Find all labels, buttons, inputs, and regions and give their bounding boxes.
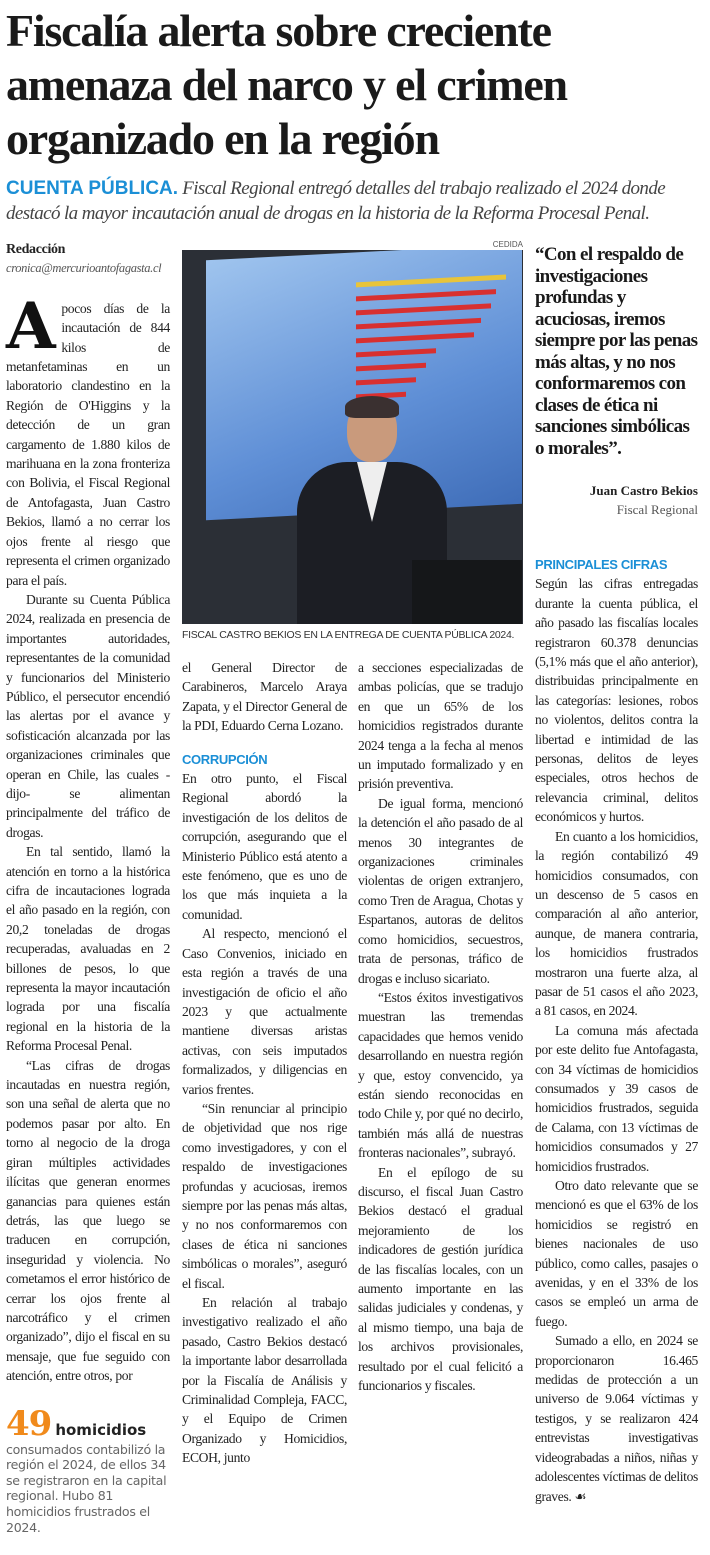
pull-quote-attribution <box>535 481 698 519</box>
photo-credit: CEDIDA <box>492 240 523 249</box>
paragraph: En otro punto, el Fiscal Regional abordó la investigación de los delitos de corrupción, asegurando que el Ministerio Público está atento a este fenómeno, que es uno de los que más inquieta a la comunidad. <box>182 771 347 922</box>
paragraph: De igual forma, mencionó la detención el año pasado de al menos 30 integrantes de organizaciones criminales violentas de origen extranjero, como Tren de Aragua, Chotas y Espartanos, autoras de delitos como homicidios, secuestros, trata de personas, tráfico de drogas e incluso sicariato. <box>358 795 523 986</box>
paragraph: el General Director de Carabineros, Marcelo Araya Zapata, y el Director General de la PDI, Eduardo Cerna Lozano. <box>182 660 347 734</box>
article-body <box>6 240 704 1535</box>
paragraph: En cuanto a los homicidios, la región contabilizó 49 homicidios consumados, con un descenso de 5 casos en comparación al año anterior, aunque, de manera contraria, los homicidios frustrados mostraron una fuerte alza, al pasar de 51 casos el año 2023, a 81 casos, en 2024. <box>535 828 698 1019</box>
stat-number: 49 <box>6 1403 52 1444</box>
column-3 <box>358 658 523 1468</box>
paragraph: Otro dato relevante que se mencionó es que el 63% de los homicidios se registró en bienes nacionales de uso público, como calles, pasajes o avenidas, y en el 33% de los casos se empleó un arma de fuego. <box>535 1178 698 1329</box>
paragraph: Según las cifras entregadas durante la cuenta pública, el año pasado las fiscalías locales registraron 60.378 denuncias (5,1% más que el año anterior), distribuidas principalmente en las categorías: lesiones, robos no violentos, delitos contra la libertad e intimidad de las personas, delitos de leyes especiales, otros hechos de relevancia criminal, delitos económicos y hurtos. <box>535 576 698 825</box>
paragraph: En tal sentido, llamó la atención en torno a la histórica cifra de incautaciones lograda el año pasado en la región, con 20,2 toneladas de drogas recuperadas, avaluadas en 2 billones de pesos, lo que representa la mayor incautación lograda por una fiscalía regional en la historia de la Reforma Procesal Penal. <box>6 844 170 1054</box>
stat-text: consumados contabilizó la región el 2024, de ellos 34 se registraron en la capital regional. Hubo 81 homicidios frustrados el 2024. <box>6 1441 167 1535</box>
paragraph: “Estos éxitos investigativos muestran las tremendas capacidades que hemos venido desarrollando en nuestra región y que, estoy convencido, ya están siendo reconocidas en todo Chile y, por qué no decirlo, también más allá de nuestras fronteras nacionales”, subrayó. <box>358 989 523 1161</box>
paragraph: Sumado a ello, en 2024 se proporcionaron 16.465 medidas de protección a un universo de 9.064 víctimas y testigos, y se realizaron 424 entrevistas investigativas videograbadas a niños, niñas y adolescentes víctimas de delitos graves. ☙ <box>535 1333 698 1504</box>
quote-author: Juan Castro Bekios <box>589 483 698 498</box>
column-4 <box>535 240 698 1506</box>
paragraph: En relación al trabajo investigativo realizado el año pasado, Castro Bekios destacó la importante labor desarrollada por la Fiscalía de Análisis y Criminalidad Compleja, FACC, y el Equipo de Crimen Organizado y Homicidios, ECOH, junto <box>182 1295 347 1466</box>
column-1 <box>6 240 170 1535</box>
paragraph: Al respecto, mencionó el Caso Convenios, iniciado en esta región a través de una investigación de oficio el año 2023 y que actualmente mantiene diversas aristas activas, con seis imputados formalizados, y diligencias en varios frentes. <box>182 926 347 1097</box>
paragraph: “Sin renunciar al principio de objetividad que nos rige como investigadores, y con el respaldo de investigaciones profundas y acuciosas, iremos siempre por las penas más altas, y no nos conformaremos con clases de ética ni sanciones simbólicas o morales”, aseguró el fiscal. <box>182 1100 347 1291</box>
pull-quote: “Con el respaldo de investigaciones profundas y acuciosas, iremos siempre por las penas más altas, y no nos conformaremos con clases de ética ni sanciones simbólicas o morales”. <box>535 244 698 459</box>
section-heading: CORRUPCIÓN <box>182 751 268 767</box>
subhead-kicker: CUENTA PÚBLICA. <box>6 178 179 199</box>
paragraph: La comuna más afectada por este delito fue Antofagasta, con 34 víctimas de homicidios consumados y 39 casos de homicidios frustrados, seguida de Calama, con 13 víctimas de homicidios consumados y 27 homicidios frustrados. <box>535 1022 698 1174</box>
paragraph: En el epílogo de su discurso, el fiscal Juan Castro Bekios destacó el gradual mejoramiento de los indicadores de gestión jurídica de las fiscalías locales, con un aumento importante en las salidas judiciales y condenas, y al mismo tiempo, una baja de los archivos provisionales, resultado por el cual felicitó a funcionarios y fiscales. <box>358 1164 523 1394</box>
center-area <box>182 240 523 1468</box>
photo-caption: FISCAL CASTRO BEKIOS EN LA ENTREGA DE CUENTA PÚBLICA 2024. <box>182 629 515 641</box>
paragraph: “Las cifras de drogas incautadas en nuestra región, son una señal de alerta que no podemos pasar por alto. En torno al negocio de la droga giran múltiples actividades ilícitas que generan enormes ganancias para quienes están detrás, las que luego se traducen en corrupción, inseguridad y violencia. No cometamos el error histórico de cerrar los ojos frente al narcotráfico y el crimen organizado”, dijo el fiscal en su mensaje, que fue seguido con atención, entre otros, por <box>6 1057 170 1384</box>
paragraph: Durante su Cuenta Pública 2024, realizada en presencia de importantes autoridades, representantes de la comunidad y funcionarios del Ministerio Público, el persecutor encendió las alertas por el avance y sofisticación alcanzada por las organizaciones criminales que operan en Chile, las cuales -dijo- se alimentan principalmente del tráfico de drogas. <box>6 591 170 840</box>
section-heading: PRINCIPALES CIFRAS <box>535 557 668 572</box>
stat-box <box>6 1403 170 1536</box>
drop-cap: A <box>6 288 56 364</box>
subhead-text: Fiscal Regional entregó detalles del trabajo realizado el 2024 donde destacó la mayor incautación anual de drogas en la historia de la Reforma Procesal Penal. <box>6 178 666 224</box>
byline-email: cronica@mercurioantofagasta.cl <box>6 261 162 276</box>
byline-author: Redacción <box>6 242 66 257</box>
stat-word: homicidios <box>55 1420 147 1439</box>
paragraph: a secciones especializadas de ambas policías, que se tradujo en que un 65% de los homicidios registrados durante 2024 tenga a la fecha al menos un imputado formalizado y en prisión preventiva. <box>358 660 523 792</box>
photo <box>182 250 523 624</box>
column-2 <box>182 658 347 1468</box>
headline: Fiscalía alerta sobre creciente amenaza del narco y el crimen organizado en la región <box>6 5 567 164</box>
podium <box>412 560 522 624</box>
paragraph: pocos días de la incautación de 844 kilos de metanfetaminas en un laboratorio clandestino en la Región de O'Higgins y la detección de un gran cargamento de 1.880 kilos de marihuana en la zona fronteriza con Bolivia, el Fiscal Regional de Antofagasta, Juan Castro Bekios, llamó a no cerrar los ojos frente al riesgo que representa el crimen organizado para el país. <box>6 300 170 588</box>
quote-role: Fiscal Regional <box>616 502 698 517</box>
subhead <box>6 176 704 226</box>
